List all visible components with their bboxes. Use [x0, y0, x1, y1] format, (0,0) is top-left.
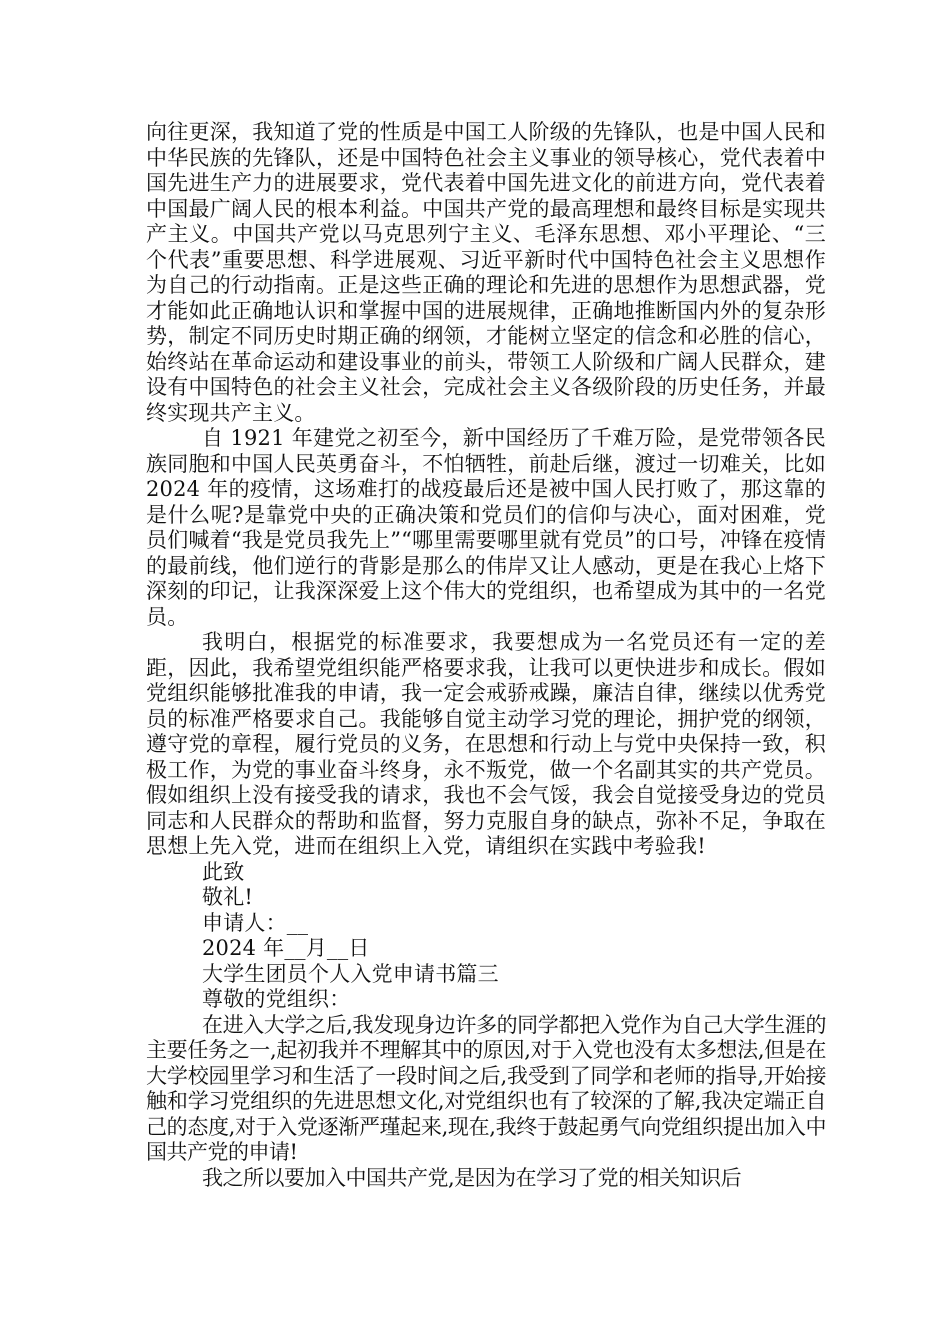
closing-regards: 敬礼!	[202, 885, 254, 909]
closing-salutation: 此致	[202, 859, 245, 884]
date-line: 2024 年__月__日	[202, 936, 370, 960]
section-title: 大学生团员个人入党申请书篇三	[202, 961, 499, 986]
paragraph-college-intro: 在进入大学之后,我发现身边许多的同学都把入党作为自己大学生涯的主要任务之一,起初我并不理解其中的原因,对于入党也没有太多想法,但是在大学校园里学习和生活了一段时间之后,我受到了同学和老师的指导,开始接触和学习党组织的先进思想文化,对党组织也有了较深的了解,我决定端正自己的态度,对于入党逐渐严瑾起来,现在,我终于鼓起勇气向党组织提出加入中国共产党的申请!	[146, 1012, 826, 1164]
salutation: 尊敬的党组织：	[202, 987, 351, 1011]
paragraph-reason: 我之所以要加入中国共产党,是因为在学习了党的相关知识后	[202, 1165, 742, 1190]
applicant-line: 申请人：__	[202, 910, 309, 935]
paragraph-history: 自 1921 年建党之初至今，新中国经历了千难万险，是党带领各民族同胞和中国人民英勇奋斗，不怕牺牲，前赴后继，渡过一切难关，比如 2024 年的疫情，这场难打的战疫最后还是被中国人民打败了，那这靠的是什么呢?是靠党中央的正确决策和党员们的信仰与决心，面对困难，党员们喊着“我是党员我先上”“哪里需要哪里就有党员”的口号，冲锋在疫情的最前线，他们逆行的背影是那么的伟岸又让人感动，更是在我心上烙下深刻的印记，让我深深爱上这个伟大的党组织，也希望成为其中的一名党员。	[146, 426, 826, 629]
paragraph-party-nature: 向往更深，我知道了党的性质是中国工人阶级的先锋队，也是中国人民和中华民族的先锋队，还是中国特色社会主义事业的领导核心，党代表着中国先进生产力的进展要求，党代表着中国先进文化的前进方向，党代表着中国最广阔人民的根本利益。中国共产党的最高理想和最终目标是实现共产主义。中国共产党以马克思列宁主义、毛泽东思想、邓小平理论、“三个代表”重要思想、科学进展观、习近平新时代中国特色社会主义思想作为自己的行动指南。正是这些正确的理论和先进的思想作为思想武器，党才能如此正确地认识和掌握中国的进展规律，正确地推断国内外的复杂形势，制定不同历史时期正确的纲领，才能树立坚定的信念和必胜的信心，始终站在革命运动和建设事业的前头，带领工人阶级和广阔人民群众，建设有中国特色的社会主义社会，完成社会主义各级阶段的历史任务，并最终实现共产主义。	[146, 120, 826, 425]
document-body	[146, 120, 826, 1191]
paragraph-commitment: 我明白，根据党的标准要求，我要想成为一名党员还有一定的差距，因此，我希望党组织能严格要求我，让我可以更快进步和成长。假如党组织能够批准我的申请，我一定会戒骄戒躁，廉洁自律，继续以优秀党员的标准严格要求自己。我能够自觉主动学习党的理论，拥护党的纲领，遵守党的章程，履行党员的义务，在思想和行动上与党中央保持一致，积极工作，为党的事业奋斗终身，永不叛党，做一个名副其实的共产党员。假如组织上没有接受我的请求，我也不会气馁，我会自觉接受身边的党员同志和人民群众的帮助和监督，努力克服自身的缺点，弥补不足，争取在思想上先入党，进而在组织上入党，请组织在实践中考验我!	[146, 630, 826, 858]
